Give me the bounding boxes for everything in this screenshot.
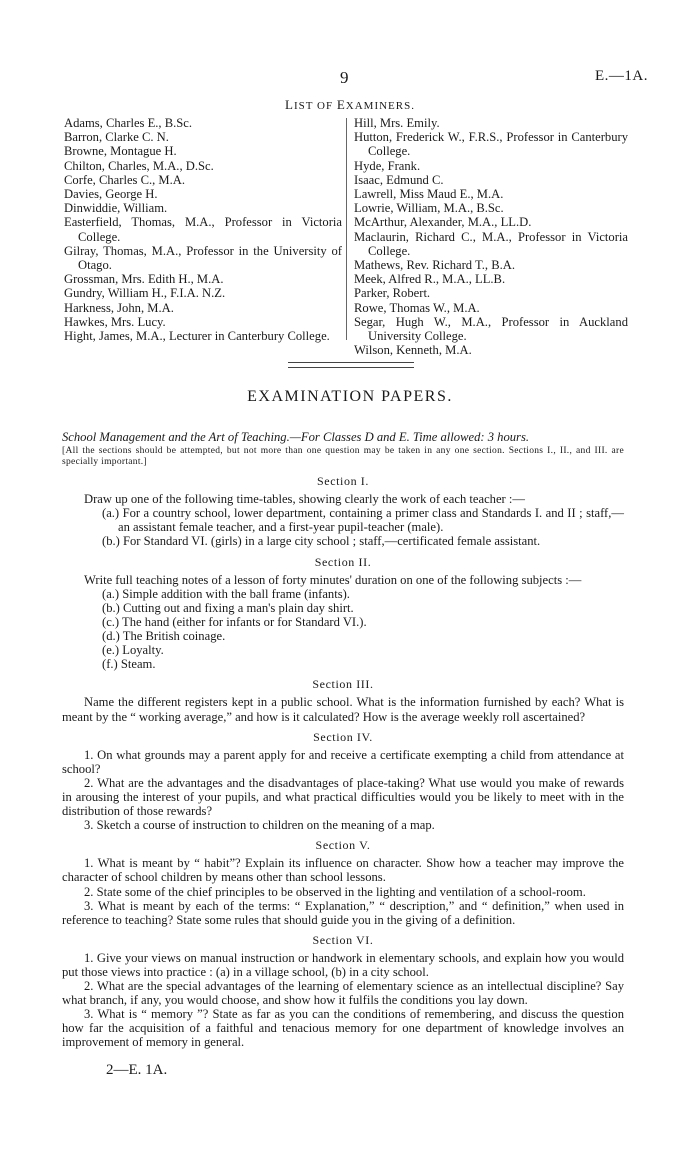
examiner-entry: Meek, Alfred R., M.A., LL.B. [354,272,506,287]
section-heading: Section I. [317,474,369,489]
question-text: 2. What are the advantages and the disadvantages of place-taking? What use would you make of rewards in arousing the interest of your pupils, and what practical difficulties would you be likely to meet with in the distribution of those rewards? [62,775,624,819]
examiner-entry: Hight, James, M.A., Lecturer in Canterbury College. [64,329,330,344]
examiner-entry: Grossman, Mrs. Edith H., M.A. [64,272,224,287]
title-cap-l: L [285,97,294,112]
examiner-entry: Rowe, Thomas W., M.A. [354,300,480,315]
question-option: (a.) For a country school, lower department, containing a primer class and Standards I. and II ; staff,—an assistant female teacher, and a first-year pupil-teacher (male). [102,506,624,535]
main-heading: EXAMINATION PAPERS. [247,388,453,405]
instructions-note: [All the sections should be attempted, but not more than one question may be taken in any one section. Sections I., II., and III. are specially important.] [62,446,624,468]
examiner-entry: Davies, George H. [64,187,158,202]
examiner-entry: Gilray, Thomas, M.A., Professor in the University of Otago. [64,243,342,273]
question-option: (d.) The British coinage. [102,629,226,644]
section-rule [288,362,414,368]
title-part-1: IST OF [293,100,337,112]
examiner-entry: Parker, Robert. [354,286,431,301]
examiner-entry: Hawkes, Mrs. Lucy. [64,314,166,329]
question-text: Write full teaching notes of a lesson of forty minutes' duration on one of the following subjects :— [84,572,582,587]
section-heading: Section VI. [312,932,374,947]
examiner-entry: Lowrie, William, M.A., B.Sc. [354,201,504,216]
question-text: 2. State some of the chief principles to be observed in the lighting and ventilation of a school-room. [84,884,586,899]
question-option: (a.) Simple addition with the ball frame (infants). [102,586,350,601]
page-footer-signature: 2—E. 1A. [106,1062,168,1078]
examiner-entry: Barron, Clarke C. N. [64,130,169,145]
examiner-entry: Maclaurin, Richard C., M.A., Professor in Victoria College. [354,229,628,258]
question-text: 1. What is meant by “ habit”? Explain its influence on character. Show how a teacher may improve the character of school children by means other than school lessons. [62,856,624,885]
examiner-entry: Chilton, Charles, M.A., D.Sc. [64,158,214,173]
question-option: (b.) For Standard VI. (girls) in a large city school ; staff,—certificated female assistant. [102,534,541,549]
examiner-entry: Hill, Mrs. Emily. [354,116,440,130]
examination-paper [62,430,624,1050]
examiner-entry: Mathews, Rev. Richard T., B.A. [354,258,516,273]
examiner-entry: Wilson, Kenneth, M.A. [354,343,472,358]
question-text: 2. What are the special advantages of the learning of elementary science as an intellectual discipline? Say what branch, if any, you would choose, and show how it fulfils the conditions you lay down. [62,979,624,1008]
examiners-right-column [354,116,628,357]
examiner-entry: McArthur, Alexander, M.A., LL.D. [354,215,532,230]
examiner-entry: Gundry, William H., F.I.A. N.Z. [64,286,226,301]
section-heading: Section V. [315,838,371,853]
examiner-entry: Isaac, Edmund C. [354,172,444,187]
page-number: 9 [340,68,349,87]
examiners-list-title [0,97,700,113]
examiner-entry: Harkness, John, M.A. [64,300,174,315]
examiner-entry: Adams, Charles E., B.Sc. [64,116,193,130]
question-text: 1. On what grounds may a parent apply for and receive a certificate exempting a child from attendance at school? [62,747,624,776]
section-heading: Section III. [312,677,374,692]
examiner-entry: Dinwiddie, William. [64,201,168,216]
question-text: Draw up one of the following time-tables, showing clearly the work of each teacher :— [84,492,525,507]
examiner-entry: Easterfield, Thomas, M.A., Professor in Victoria College. [64,215,342,244]
section-heading: Section II. [314,554,372,569]
title-part-2: XAMINERS. [345,100,415,112]
question-text: Name the different registers kept in a public school. What is the information furnished by each? What is meant by the “ working average,” and how is it calculated? How is the average weekly roll ascertained? [62,695,624,724]
column-divider [346,118,347,340]
question-option: (c.) The hand (either for infants or for Standard VI.). [102,614,367,629]
question-option: (e.) Loyalty. [102,643,164,658]
question-text: 3. Sketch a course of instruction to children on the meaning of a map. [84,818,435,833]
title-cap-e: E [336,97,346,112]
question-text: 3. What is “ memory ”? State as far as you can the conditions of remembering, and discuss the question how far the acquisition of a faithful and tenacious memory for one department of knowledge involves an improvement of memory in general. [62,1007,624,1050]
section-heading: Section IV. [313,729,373,744]
examiner-entry: Browne, Montague H. [64,144,177,159]
document-reference: E.—1A. [595,68,648,84]
examiner-entry: Hyde, Frank. [354,158,421,173]
question-option: (f.) Steam. [102,657,156,672]
question-option: (b.) Cutting out and fixing a man's plain day shirt. [102,600,354,615]
paper-subject-line: School Management and the Art of Teaching.—For Classes D and E. Time allowed: 3 hours. [62,430,530,444]
question-text: 1. Give your views on manual instruction or handwork in elementary schools, and explain how you would put those views into practice : (a) in a village school, (b) in a city school. [62,950,624,979]
question-text: 3. What is meant by each of the terms: “ Explanation,” “ description,” and “ definition,” when used in reference to teaching? State some rules that should guide you in the giving of a definition. [62,898,624,927]
examiner-entry: Corfe, Charles C., M.A. [64,172,186,187]
examiner-entry: Hutton, Frederick W., F.R.S., Professor in Canterbury College. [354,130,628,159]
examiner-entry: Segar, Hugh W., M.A., Professor in Auckland University College. [354,314,628,344]
examiner-entry: Lawrell, Miss Maud E., M.A. [354,187,504,202]
examiners-left-column [64,116,342,343]
